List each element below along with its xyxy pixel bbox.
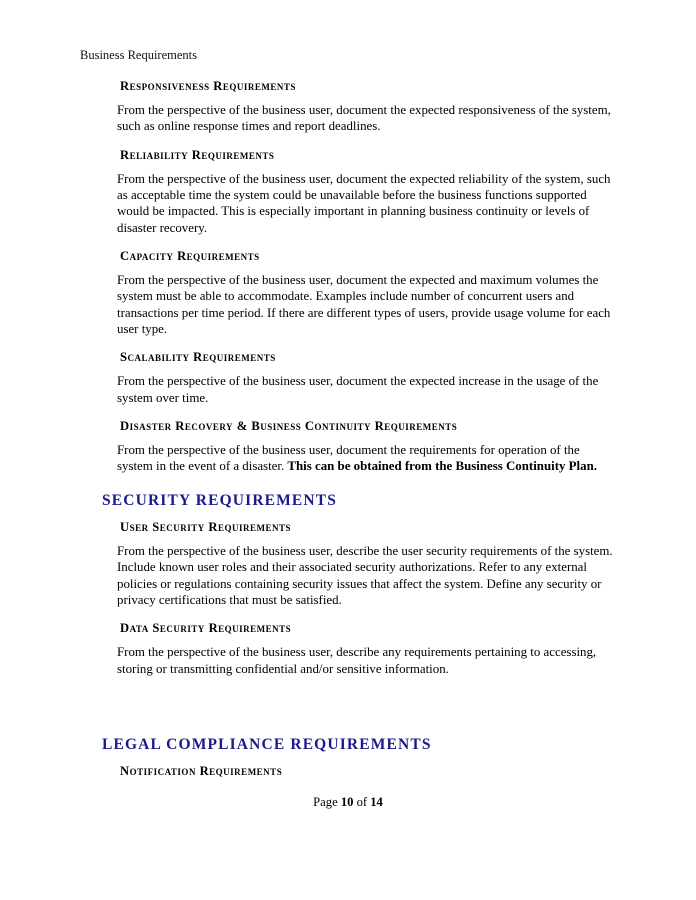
heading-disaster-recovery-requirements: Disaster Recovery & Business Continuity Requirements bbox=[120, 419, 458, 434]
heading-legal-compliance-requirements: LEGAL COMPLIANCE REQUIREMENTS bbox=[102, 735, 432, 753]
running-header: Business Requirements bbox=[80, 48, 198, 62]
footer-total-pages: 14 bbox=[370, 795, 383, 809]
paragraph-disaster-recovery-requirements bbox=[0, 442, 696, 475]
footer-of-word: of bbox=[356, 795, 368, 809]
heading-security-requirements: SECURITY REQUIREMENTS bbox=[102, 491, 338, 509]
paragraph-data-security-requirements: From the perspective of the business user, describe any requirements pertaining to accessing, storing or transmitting confidential and/or sensitive information. bbox=[117, 645, 597, 676]
heading-data-security-requirements: Data Security Requirements bbox=[120, 621, 292, 636]
paragraph-user-security-requirements: From the perspective of the business user, describe the user security requirements of the system. Include known user roles and their associated security authorizations. Refer to any external policies or regulations containing security issues that affect the system. Define any security or privacy certifications that must be satisfied. bbox=[117, 543, 613, 607]
page-footer bbox=[0, 794, 696, 810]
footer-current-page: 10 bbox=[340, 795, 354, 809]
paragraph-scalability-requirements: From the perspective of the business user, document the expected increase in the usage of the system over time. bbox=[117, 374, 599, 405]
footer-page-word: Page bbox=[313, 795, 338, 809]
heading-reliability-requirements: Reliability Requirements bbox=[120, 147, 275, 162]
document-body bbox=[0, 78, 696, 779]
heading-responsiveness-requirements: Responsiveness Requirements bbox=[120, 79, 296, 93]
paragraph-reliability-requirements: From the perspective of the business user, document the expected reliability of the system, such as acceptable time the system could be unavailable before the business functions supported would be impacted. This is especially important in planning business continuity or levels of disaster recovery. bbox=[117, 171, 611, 235]
heading-capacity-requirements: Capacity Requirements bbox=[120, 249, 260, 264]
paragraph-responsiveness-requirements: From the perspective of the business user, document the expected responsiveness of the system, such as online response times and report deadlines. bbox=[117, 103, 611, 134]
paragraph-capacity-requirements: From the perspective of the business user, document the expected and maximum volumes the system must be able to accommodate. Examples include number of concurrent users and transactions per time period. If there are different types of users, provide usage volume for each user type. bbox=[117, 273, 611, 337]
paragraph-disaster-recovery-text: From the perspective of the business user, document the requirements for operation of the system in the event of a disaster. bbox=[117, 443, 580, 474]
heading-notification-requirements: Notification Requirements bbox=[120, 763, 283, 778]
heading-scalability-requirements: Scalability Requirements bbox=[120, 350, 276, 365]
heading-user-security-requirements: User Security Requirements bbox=[120, 519, 292, 534]
paragraph-disaster-recovery-emphasis: This can be obtained from the Business Continuity Plan. bbox=[287, 459, 597, 474]
